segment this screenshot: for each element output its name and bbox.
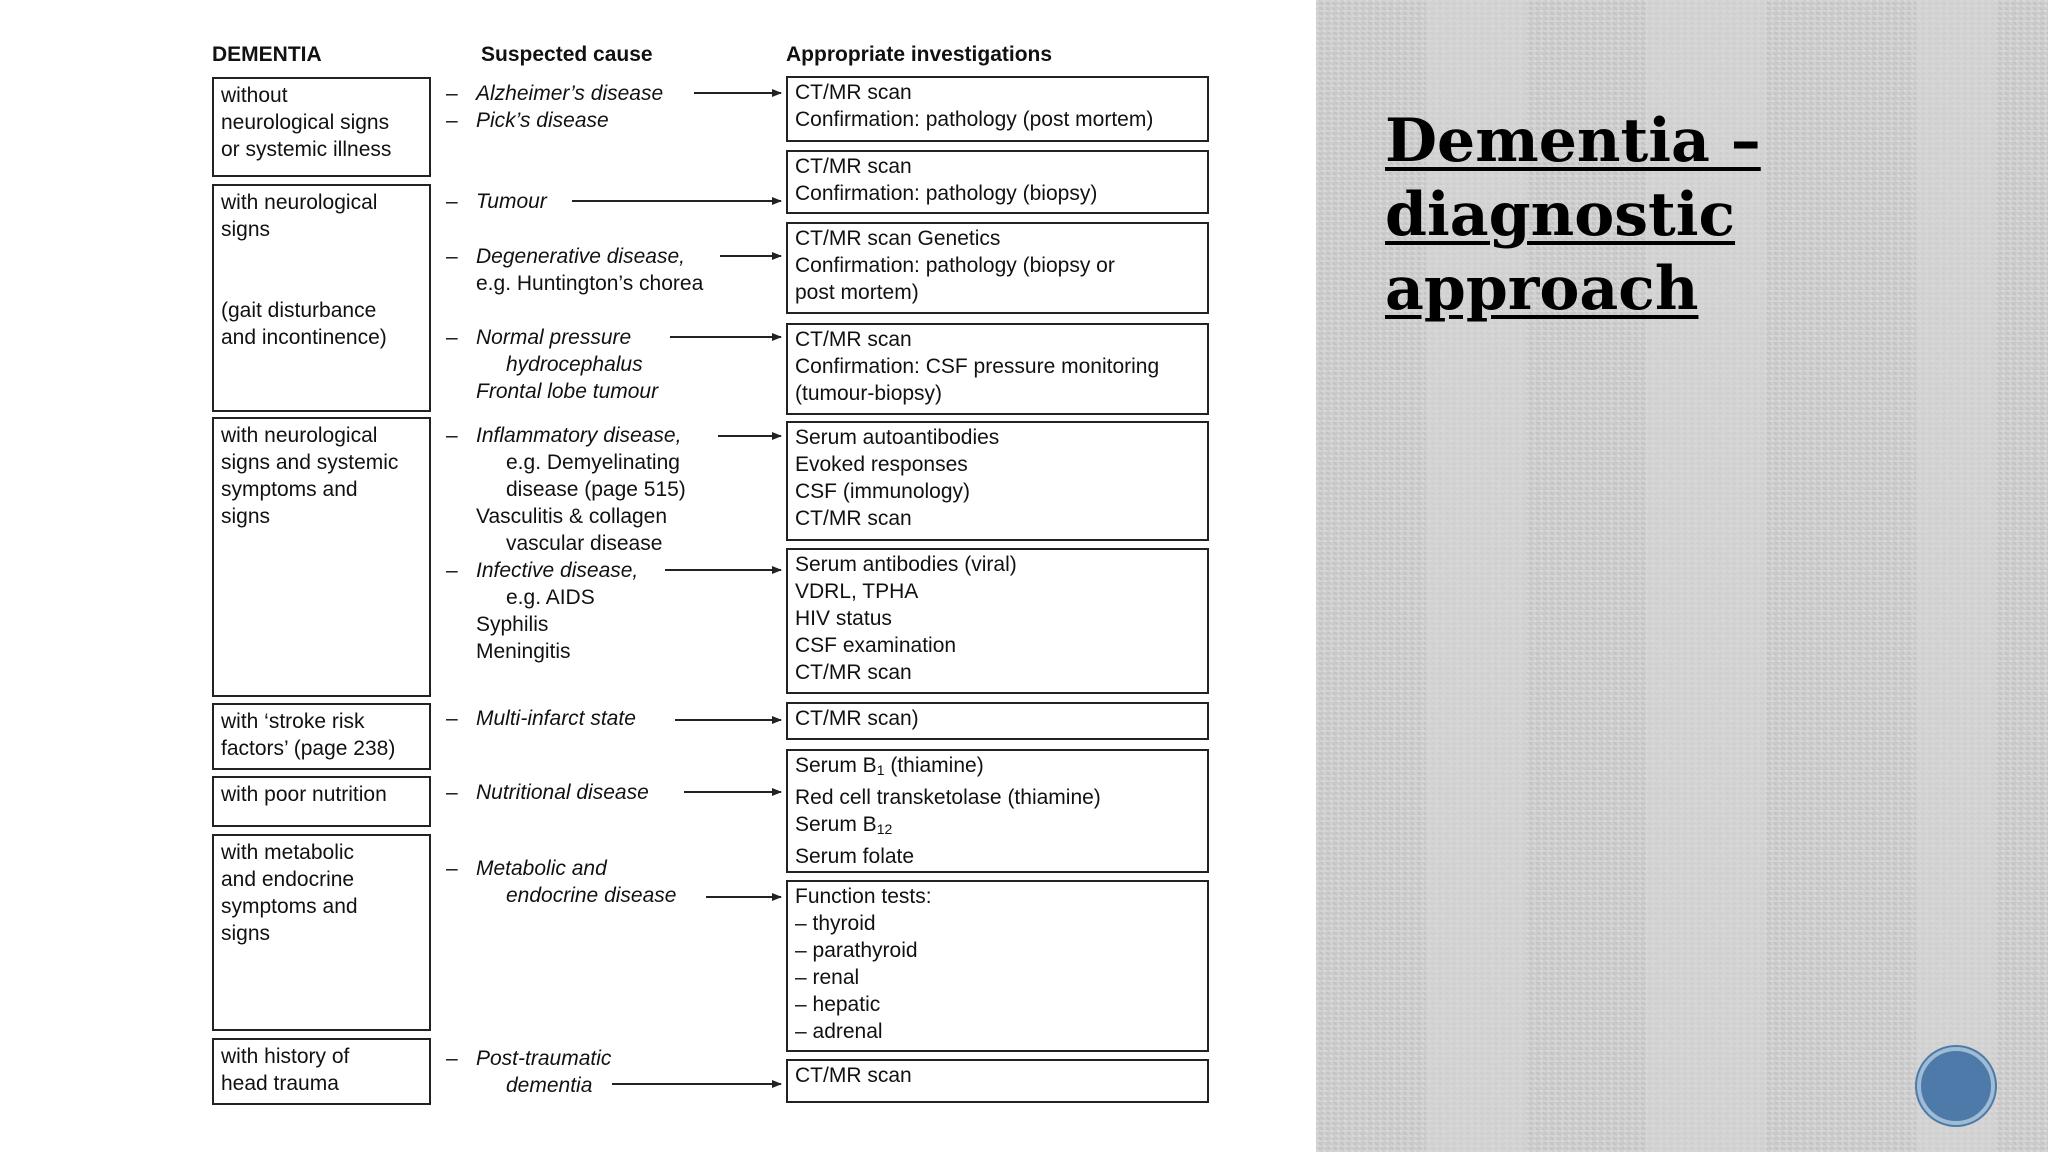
cause-dash: – — [446, 781, 458, 804]
cause-dash: – — [446, 424, 458, 447]
slide-title — [1385, 104, 1985, 326]
investigation-line: Confirmation: pathology (post mortem) — [795, 108, 1154, 131]
cause-text: Metabolic and — [476, 857, 607, 880]
investigation-line: CT/MR scan — [795, 507, 912, 530]
cause-text: e.g. Huntington’s chorea — [476, 272, 704, 295]
investigation-line: Evoked responses — [795, 453, 968, 476]
category-line: with neurological — [221, 191, 378, 214]
investigation-line: Confirmation: pathology (biopsy or — [795, 254, 1115, 277]
investigation-line: HIV status — [795, 607, 892, 630]
investigation-line: Confirmation: pathology (biopsy) — [795, 182, 1098, 205]
investigation-text: Serum B — [795, 813, 877, 836]
cause-text: hydrocephalus — [506, 353, 643, 376]
investigation-line: (tumour-biopsy) — [795, 382, 943, 405]
cause-text: Infective disease, — [476, 559, 639, 582]
investigation-line: Function tests: — [795, 885, 932, 908]
category-line: or systemic illness — [221, 138, 392, 161]
cause-text: Pick’s disease — [476, 109, 609, 132]
investigation-line: CT/MR scan — [795, 1064, 912, 1087]
cause-text: Inflammatory disease, — [476, 424, 682, 447]
slide-nav-circle-button[interactable] — [1917, 1047, 1995, 1125]
cause-text: Frontal lobe tumour — [476, 380, 659, 403]
cause-dash: – — [446, 190, 458, 213]
category-line: with poor nutrition — [221, 783, 387, 806]
investigation-line: Serum autoantibodies — [795, 426, 1000, 449]
subscript: 1 — [876, 762, 885, 778]
subscript: 12 — [876, 821, 893, 837]
title-line: approach — [1385, 254, 1699, 324]
investigation-line: – renal — [795, 966, 860, 989]
cause-dash: – — [446, 707, 458, 730]
investigation-line: – thyroid — [795, 912, 876, 935]
category-line: signs and systemic — [221, 451, 399, 474]
cause-dash: – — [446, 109, 458, 132]
cause-dash: – — [446, 245, 458, 268]
category-line: factors’ (page 238) — [221, 737, 396, 760]
investigation-line: CSF (immunology) — [795, 480, 971, 503]
cause-text: Multi-infarct state — [476, 707, 636, 730]
category-line: signs — [221, 505, 271, 528]
investigation-line: CT/MR scan — [795, 155, 912, 178]
investigation-line: CT/MR scan — [795, 81, 912, 104]
category-line: without — [221, 84, 288, 107]
cause-text: Degenerative disease, — [476, 245, 685, 268]
category-line: with history of — [221, 1045, 350, 1068]
investigation-line: post mortem) — [795, 281, 919, 304]
cause-dash: – — [446, 1047, 458, 1070]
cause-text: e.g. Demyelinating — [506, 451, 680, 474]
category-line: neurological signs — [221, 111, 390, 134]
category-line: (gait disturbance — [221, 299, 377, 322]
cause-text: Vasculitis & collagen — [476, 505, 668, 528]
investigation-line: VDRL, TPHA — [795, 580, 919, 603]
category-line: with neurological — [221, 424, 378, 447]
header-dementia: DEMENTIA — [212, 43, 322, 66]
investigation-line: – parathyroid — [795, 939, 918, 962]
category-line: and endocrine — [221, 868, 355, 891]
category-line: signs — [221, 218, 271, 241]
investigation-line: Serum folate — [795, 845, 915, 868]
category-line: with ‘stroke risk — [221, 710, 365, 733]
cause-dash: – — [446, 857, 458, 880]
cause-text: dementia — [506, 1074, 593, 1097]
cause-text: Alzheimer’s disease — [476, 82, 664, 105]
cause-text: vascular disease — [506, 532, 663, 555]
cause-text: Nutritional disease — [476, 781, 649, 804]
cause-text: e.g. AIDS — [506, 586, 595, 609]
title-line: diagnostic — [1385, 180, 1736, 250]
cause-text: Syphilis — [476, 613, 549, 636]
cause-text: Normal pressure — [476, 326, 632, 349]
cause-text: Post-traumatic — [476, 1047, 612, 1070]
investigation-line: – hepatic — [795, 993, 881, 1016]
cause-text: endocrine disease — [506, 884, 677, 907]
title-line: Dementia – — [1385, 106, 1761, 176]
category-line: and incontinence) — [221, 326, 387, 349]
investigation-line: CT/MR scan Genetics — [795, 227, 1001, 250]
category-line: signs — [221, 922, 271, 945]
investigation-text: (thiamine) — [884, 754, 984, 777]
investigation-line: Red cell transketolase (thiamine) — [795, 786, 1101, 809]
category-line: with metabolic — [221, 841, 355, 864]
cause-dash: – — [446, 82, 458, 105]
cause-text: disease (page 515) — [506, 478, 686, 501]
header-suspected-cause: Suspected cause — [481, 43, 653, 66]
investigation-text: Serum B — [795, 754, 877, 777]
investigation-line: – adrenal — [795, 1020, 883, 1043]
cause-dash: – — [446, 326, 458, 349]
cause-text: Tumour — [476, 190, 547, 213]
category-line: symptoms and — [221, 895, 358, 918]
investigation-line: Confirmation: CSF pressure monitoring — [795, 355, 1160, 378]
investigation-line: Serum antibodies (viral) — [795, 553, 1017, 576]
investigation-line: CT/MR scan) — [795, 707, 919, 730]
cause-text: Meningitis — [476, 640, 571, 663]
investigation-line: CT/MR scan — [795, 328, 912, 351]
header-investigations: Appropriate investigations — [786, 43, 1053, 66]
category-line: head trauma — [221, 1072, 339, 1095]
investigation-line: CSF examination — [795, 634, 957, 657]
category-line: symptoms and — [221, 478, 358, 501]
cause-dash: – — [446, 559, 458, 582]
investigation-line: CT/MR scan — [795, 661, 912, 684]
